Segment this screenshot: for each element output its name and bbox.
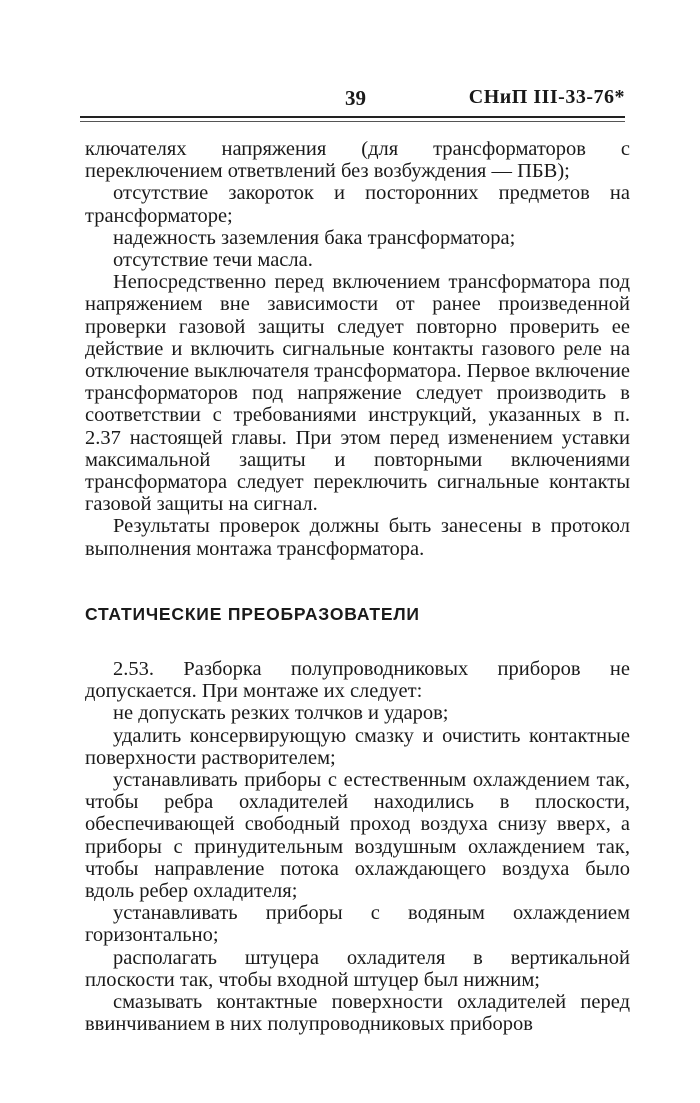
paragraph: смазывать контактные поверхности охладителей перед ввинчиванием в них полупроводниковых приборов [85, 991, 630, 1036]
paragraph: располагать штуцера охладителя в вертикальной плоскости так, чтобы входной штуцер был нижним; [85, 946, 630, 991]
paragraph: Непосредственно перед включением трансформатора под напряжением вне зависимости от ранее произведенной проверки газовой защиты следует повторно проверить ее действие и включить сигнальные контакты газового реле на отключение выключателя трансформатора. Первое включение трансформаторов под напряжение следует производить в соответствии с требованиями инструкций, указанных в п. 2.37 настоящей главы. При этом перед изменением уставки максимальной защиты и повторными включениями трансформатора следует переключить сигнальные контакты газовой защиты на сигнал. [85, 271, 630, 516]
page-header [80, 86, 625, 116]
page-number: 39 [345, 86, 366, 110]
section-title: СТАТИЧЕСКИЕ ПРЕОБРАЗОВАТЕЛИ [85, 604, 420, 624]
paragraph: 2.53. Разборка полупроводниковых приборов не допускается. При монтаже их следует: [85, 658, 630, 703]
body-text-top [85, 138, 630, 560]
paragraph: отсутствие закороток и посторонних предметов на трансформаторе; [85, 182, 630, 227]
paragraph: ключателях напряжения (для трансформаторов с переключением ответвлений без возбуждения — ПБВ); [85, 138, 630, 183]
section-body-text [85, 658, 630, 1035]
paragraph: устанавливать приборы с естественным охлаждением так, чтобы ребра охладителей находились в плоскости, обеспечивающей свободный проход воздуха снизу вверх, а приборы с принудительным воздушным охлаждением так, чтобы направление потока охлаждающего воздуха было вдоль ребер охладителя; [85, 769, 630, 903]
document-code: СНиП III-33-76* [468, 86, 625, 108]
paragraph: отсутствие течи масла. [113, 249, 313, 272]
header-rule-thin [80, 121, 625, 122]
paragraph: Результаты проверок должны быть занесены в протокол выполнения монтажа трансформатора. [85, 515, 630, 560]
paragraph: не допускать резких толчков и ударов; [113, 702, 449, 725]
header-rule [80, 116, 625, 118]
paragraph: устанавливать приборы с водяным охлаждением горизонтально; [85, 902, 630, 947]
paragraph: удалить консервирующую смазку и очистить контактные поверхности растворителем; [85, 724, 630, 769]
paragraph: надежность заземления бака трансформатора; [113, 226, 516, 249]
